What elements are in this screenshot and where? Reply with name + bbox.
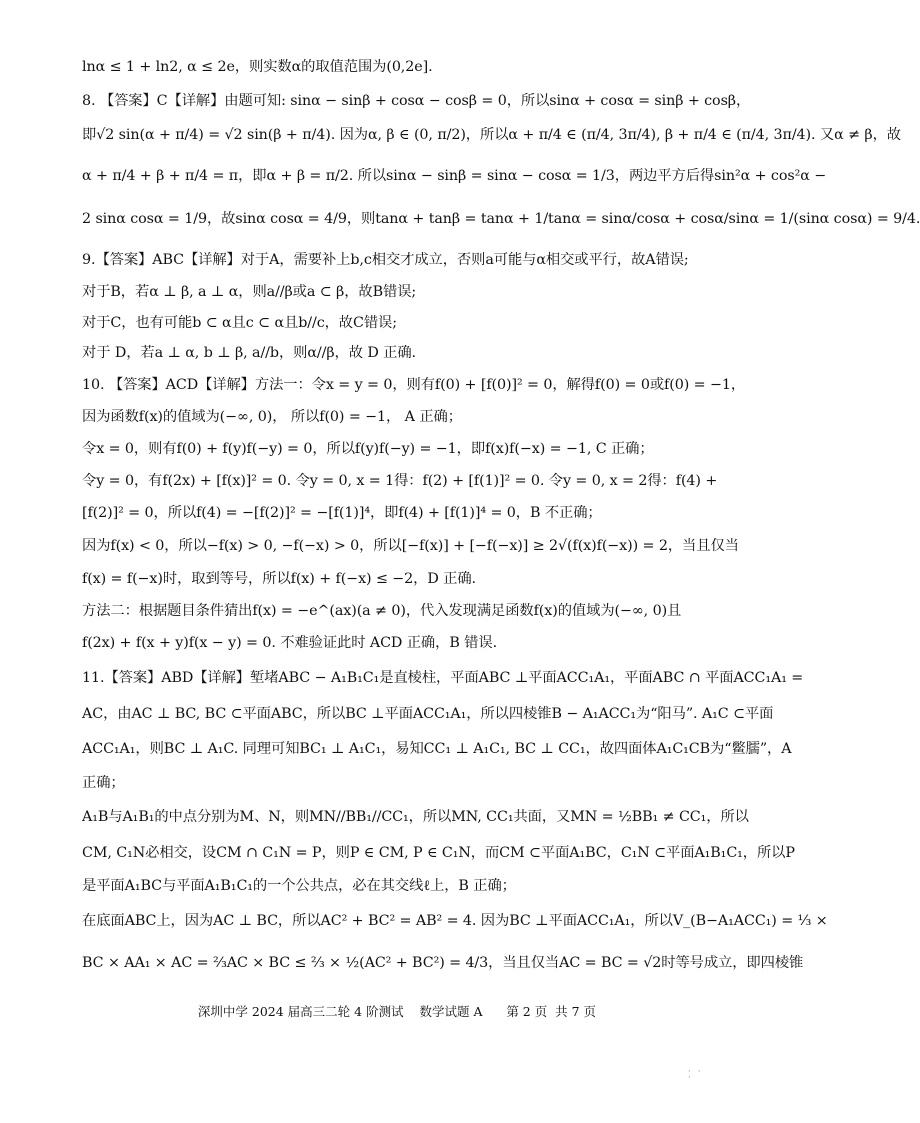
text-line-13: 令y = 0，有f(2x) + [f(x)]² = 0. 令y = 0, x = 1得：f(2) + [f(1)]² = 0. 令y = 0, x = 2得：f(4) + (82, 473, 718, 489)
text-line-6: 9.【答案】ABC【详解】对于A，需要补上b,c相交才成立，否则a可能与α相交或平行，故A错误; (82, 252, 689, 268)
text-line-12: 令x = 0，则有f(0) + f(y)f(−y) = 0，所以f(y)f(−y) = −1，即f(x)f(−x) = −1, C 正确； (82, 441, 654, 457)
scan-mark: · · · (688, 1067, 703, 1083)
text-line-10: 10. 【答案】ACD【详解】方法一：令x = y = 0，则有f(0) + [f(0)]² = 0，解得f(0) = 0或f(0) = −1， (82, 377, 746, 393)
text-line-8: 对于C，也有可能b ⊂ α且c ⊂ α且b//c，故C错误; (82, 315, 397, 331)
text-line-25: 是平面A₁BC与平面A₁B₁C₁的一个公共点，必在其交线ℓ上，B 正确； (82, 878, 516, 894)
page-footer: 深圳中学 2024 届高三二轮 4 阶测试 数学试题 A 第 2 页 共 7 页 (197, 1004, 597, 1019)
text-line-18: f(2x) + f(x + y)f(x − y) = 0. 不难验证此时 ACD 正确，B 错误. (82, 635, 498, 651)
text-line-7: 对于B，若α ⊥ β, a ⊥ α，则a//β或a ⊂ β，故B错误; (82, 284, 417, 300)
text-line-21: ACC₁A₁，则BC ⊥ A₁C. 同理可知BC₁ ⊥ A₁C₁，易知CC₁ ⊥ A₁C₁, BC ⊥ CC₁，故四面体A₁C₁CB为“鳖臑”，A (82, 741, 792, 757)
text-line-24: CM, C₁N必相交，设CM ∩ C₁N = P，则P ∈ CM, P ∈ C₁N，而CM ⊂平面A₁BC，C₁N ⊂平面A₁B₁C₁，所以P (82, 845, 795, 861)
text-line-20: AC，由AC ⊥ BC, BC ⊂平面ABC，所以BC ⊥平面ACC₁A₁，所以四棱锥B − A₁ACC₁为“阳马”. A₁C ⊂平面 (82, 706, 774, 722)
text-line-2: 8. 【答案】C【详解】由题可知: sinα − sinβ + cosα − cosβ = 0，所以sinα + cosα = sinβ + cosβ， (82, 93, 751, 109)
text-line-15: 因为f(x) < 0，所以−f(x) > 0, −f(−x) > 0，所以[−f(x)] + [−f(−x)] ≥ 2√(f(x)f(−x)) = 2，当且仅当 (82, 538, 739, 554)
text-line-27: BC × AA₁ × AC = ⅔AC × BC ≤ ⅔ × ½(AC² + BC²) = 4/3，当且仅当AC = BC = √2时等号成立，即四棱锥 (82, 955, 804, 971)
text-line-11: 因为函数f(x)的值域为(−∞, 0)， 所以f(0) = −1， A 正确； (82, 409, 462, 425)
text-line-26: 在底面ABC上，因为AC ⊥ BC，所以AC² + BC² = AB² = 4. 因为BC ⊥平面ACC₁A₁，所以V_(B−A₁ACC₁) = ⅓ × (82, 913, 828, 929)
text-line-9: 对于 D，若a ⊥ α, b ⊥ β, a//b，则α//β，故 D 正确. (82, 345, 416, 361)
text-line-14: [f(2)]² = 0，所以f(4) = −[f(2)]² = −[f(1)]⁴，即f(4) + [f(1)]⁴ = 0，B 不正确； (82, 505, 602, 521)
text-line-19: 11.【答案】ABD【详解】堑堵ABC − A₁B₁C₁是直棱柱，平面ABC ⊥平面ACC₁A₁，平面ABC ∩ 平面ACC₁A₁ = (82, 670, 804, 686)
text-line-5: 2 sinα cosα = 1/9，故sinα cosα = 4/9，则tanα + tanβ = tanα + 1/tanα = sinα/cosα + cosα/sinα = 1/(sinα cosα) = 9/4. (82, 211, 920, 227)
text-line-23: A₁B与A₁B₁的中点分别为M、N，则MN//BB₁//CC₁，所以MN, CC₁共面，又MN = ½BB₁ ≠ CC₁，所以 (82, 809, 749, 825)
text-line-3: 即√2 sin(α + π/4) = √2 sin(β + π/4). 因为α, β ∈ (0, π/2)，所以α + π/4 ∈ (π/4, 3π/4), β + π/4 ∈ (π/4, 3π/4). 又α ≠ β，故 (82, 127, 901, 143)
text-line-17: 方法二：根据题目条件猜出f(x) = −e^(ax)(a ≠ 0)，代入发现满足函数f(x)的值域为(−∞, 0)且 (82, 603, 682, 619)
text-line-4: α + π/4 + β + π/4 = π，即α + β = π/2. 所以sinα − sinβ = sinα − cosα = 1/3，两边平方后得sin²α + cos²α − (82, 168, 827, 184)
text-line-22: 正确； (82, 775, 125, 791)
text-line-16: f(x) = f(−x)时，取到等号，所以f(x) + f(−x) ≤ −2，D 正确. (82, 571, 476, 587)
text-line-1: lnα ≤ 1 + ln2, α ≤ 2e，则实数α的取值范围为(0,2e]. (82, 59, 433, 75)
